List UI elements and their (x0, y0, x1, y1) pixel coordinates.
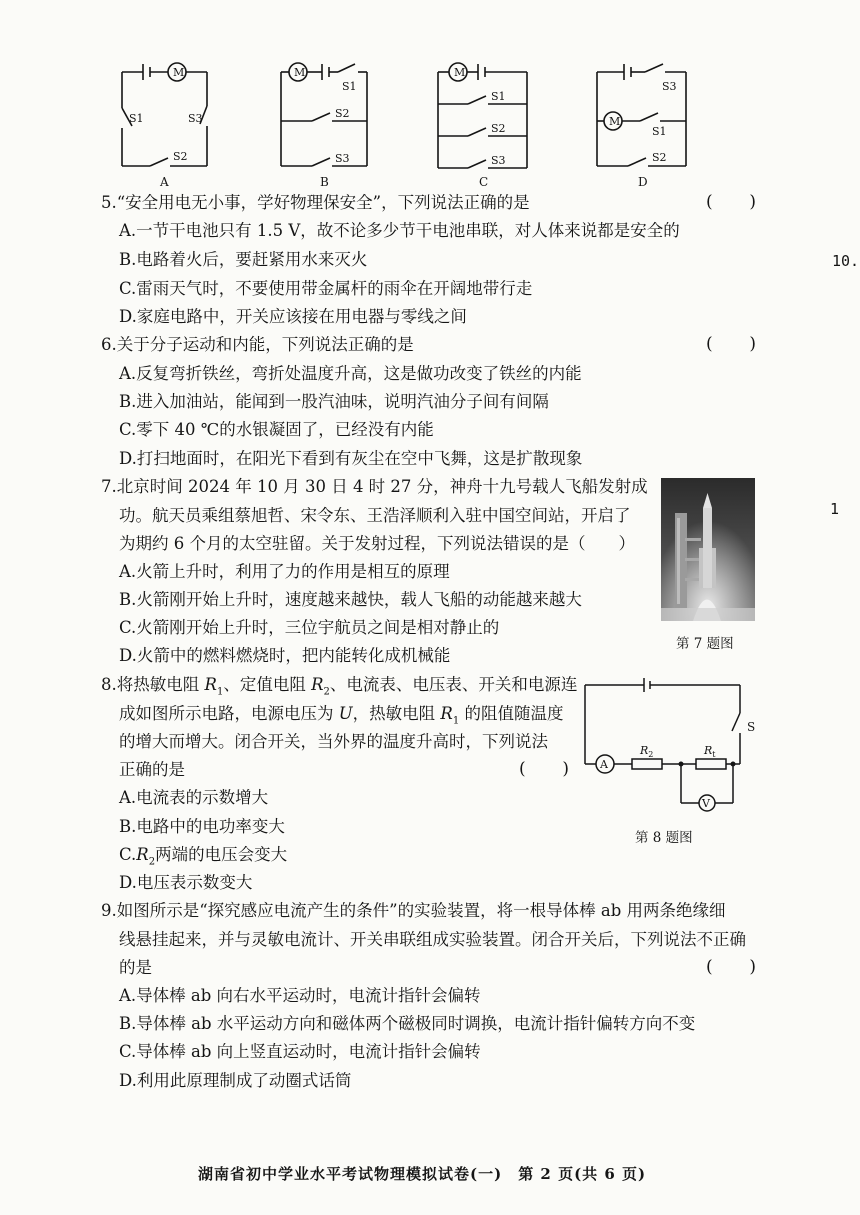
option-label-a: A (160, 175, 169, 189)
switch-label: S3 (662, 80, 677, 93)
paren-left: ( (706, 334, 713, 354)
paren-right: ) (749, 957, 756, 977)
symbol-r1: R (440, 704, 453, 723)
answer-parentheses (706, 192, 756, 212)
figure-8-caption: 第 8 题图 (635, 830, 693, 846)
figure-7-caption: 第 7 题图 (676, 636, 734, 652)
option-d: D.火箭中的燃料燃烧时，把内能转化成机械能 (119, 646, 451, 665)
circuit-options-figure (0, 0, 860, 195)
option-a: A.火箭上升时，利用了力的作用是相互的原理 (119, 562, 450, 581)
question-9-stem: 线悬挂起来，并与灵敏电流计、开关串联组成实验装置。闭合开关后，下列说法不正确 (119, 930, 746, 949)
option-c: C.导体棒 ab 向上竖直运动时，电流计指针会偏转 (119, 1042, 481, 1061)
stem-text: 成如图所示电路，电源电压为 (119, 704, 339, 723)
option-prefix: C. (119, 845, 137, 864)
motor-label-d: M (609, 115, 621, 128)
switch-label: S1 (652, 125, 667, 138)
option-c (119, 844, 287, 873)
symbol-u: U (338, 704, 353, 723)
option-label-d: D (638, 175, 648, 189)
switch-label: S2 (652, 151, 667, 164)
resistor-rt-label: $R_t$ (704, 744, 716, 759)
symbol-r1: R (204, 675, 217, 694)
switch-label: S1 (491, 90, 506, 103)
voltmeter-label: V (702, 797, 710, 810)
stem-text: 的阻值随温度 (459, 704, 564, 723)
stem-text: 8.将热敏电阻 (101, 675, 205, 694)
paren-left: ( (706, 957, 713, 977)
switch-label: S3 (188, 112, 203, 125)
switch-label: S2 (491, 122, 506, 135)
margin-fragment: 10. (832, 252, 860, 270)
answer-parentheses (706, 334, 756, 354)
option-b: B.导体棒 ab 水平运动方向和磁体两个磁极同时调换，电流计指针偏转方向不变 (119, 1014, 696, 1033)
motor-label-c: M (454, 66, 466, 79)
option-c: C.雷雨天气时，不要使用带金属杆的雨伞在开阔地带行走 (119, 279, 533, 298)
rocket-launch-photo (661, 478, 755, 621)
symbol-r2: R (136, 845, 149, 864)
motor-label-a: M (173, 66, 185, 79)
question-6-stem: 6.关于分子运动和内能，下列说法正确的是 (101, 335, 414, 354)
question-8-stem-line-1 (101, 674, 577, 703)
question-7-stem: 为期约 6 个月的太空驻留。关于发射过程，下列说法错误的是（ ） (119, 534, 635, 553)
option-d: D.打扫地面时，在阳光下看到有灰尘在空中飞舞，这是扩散现象 (119, 449, 583, 468)
ammeter-label: A (600, 758, 608, 771)
stem-text: 、电流表、电压表、开关和电源连 (329, 675, 578, 694)
option-a: A.反复弯折铁丝，弯折处温度升高，这是做功改变了铁丝的内能 (119, 364, 582, 383)
option-a: A.电流表的示数增大 (119, 788, 269, 807)
subscript: 2 (148, 856, 156, 868)
question-8-stem-line-2 (119, 703, 563, 732)
option-c: C.火箭刚开始上升时，三位宇航员之间是相对静止的 (119, 618, 500, 637)
paren-right: ) (749, 334, 756, 354)
symbol-r2: R (311, 675, 324, 694)
option-text: 两端的电压会变大 (155, 845, 288, 864)
question-9-stem: 9.如图所示是“探究感应电流产生的条件”的实验装置，将一根导体棒 ab 用两条绝缘细 (101, 901, 726, 920)
option-b: B.火箭刚开始上升时，速度越来越快，载人飞船的动能越来越大 (119, 590, 582, 609)
question-8-stem-line-3: 的增大而增大。闭合开关，当外界的温度升高时，下列说法 (119, 732, 548, 751)
switch-label: S3 (335, 152, 350, 165)
option-a: A.一节干电池只有 1.5 V，故不论多少节干电池串联，对人体来说都是安全的 (119, 221, 680, 240)
paren-right: ) (562, 759, 569, 779)
paren-left: ( (519, 759, 526, 779)
answer-parentheses (519, 759, 569, 779)
stem-text: ，热敏电阻 (352, 704, 441, 723)
subscript: 1 (216, 686, 224, 698)
switch-label: S (747, 720, 756, 734)
question-7-stem: 7.北京时间 2024 年 10 月 30 日 4 时 27 分，神舟十九号载人飞船发射成 (101, 477, 648, 496)
switch-label: S2 (335, 107, 350, 120)
question-8-circuit (580, 675, 770, 815)
stem-text: 、定值电阻 (223, 675, 312, 694)
option-label-b: B (320, 175, 329, 189)
option-d: D.电压表示数变大 (119, 873, 253, 892)
paren-left: ( (706, 192, 713, 212)
switch-label: S1 (129, 112, 144, 125)
question-8-stem-line-4: 正确的是 (119, 760, 185, 779)
paren-right: ) (749, 192, 756, 212)
option-c: C.零下 40 ℃的水银凝固了，已经没有内能 (119, 420, 434, 439)
subscript: 2 (323, 686, 330, 698)
option-d: D.利用此原理制成了动圈式话筒 (119, 1071, 352, 1090)
circuit-c (438, 63, 527, 168)
option-b: B.电路中的电功率变大 (119, 817, 285, 836)
resistor-r2-label: $R_2$ (640, 744, 654, 759)
question-7-stem: 功。航天员乘组蔡旭哲、宋令东、王浩泽顺利入驻中国空间站，开启了 (119, 506, 631, 525)
motor-label-b: M (294, 66, 306, 79)
option-b: B.进入加油站，能闻到一股汽油味，说明汽油分子间有间隔 (119, 392, 549, 411)
option-b: B.电路着火后，要赶紧用水来灭火 (119, 250, 368, 269)
switch-label: S3 (491, 154, 506, 167)
switch-label: S1 (342, 80, 357, 93)
page-footer: 湖南省初中学业水平考试物理模拟试卷(一) 第 2 页(共 6 页) (198, 1165, 647, 1183)
question-9-stem: 的是 (119, 958, 152, 977)
margin-fragment: 1 (830, 500, 840, 518)
answer-parentheses (706, 957, 756, 977)
question-5-stem: 5.“安全用电无小事，学好物理保安全”，下列说法正确的是 (101, 193, 530, 212)
option-a: A.导体棒 ab 向右水平运动时，电流计指针会偏转 (119, 986, 481, 1005)
option-d: D.家庭电路中，开关应该接在用电器与零线之间 (119, 307, 467, 326)
switch-label: S2 (173, 150, 188, 163)
subscript: 1 (452, 715, 460, 727)
option-label-c: C (479, 175, 489, 189)
